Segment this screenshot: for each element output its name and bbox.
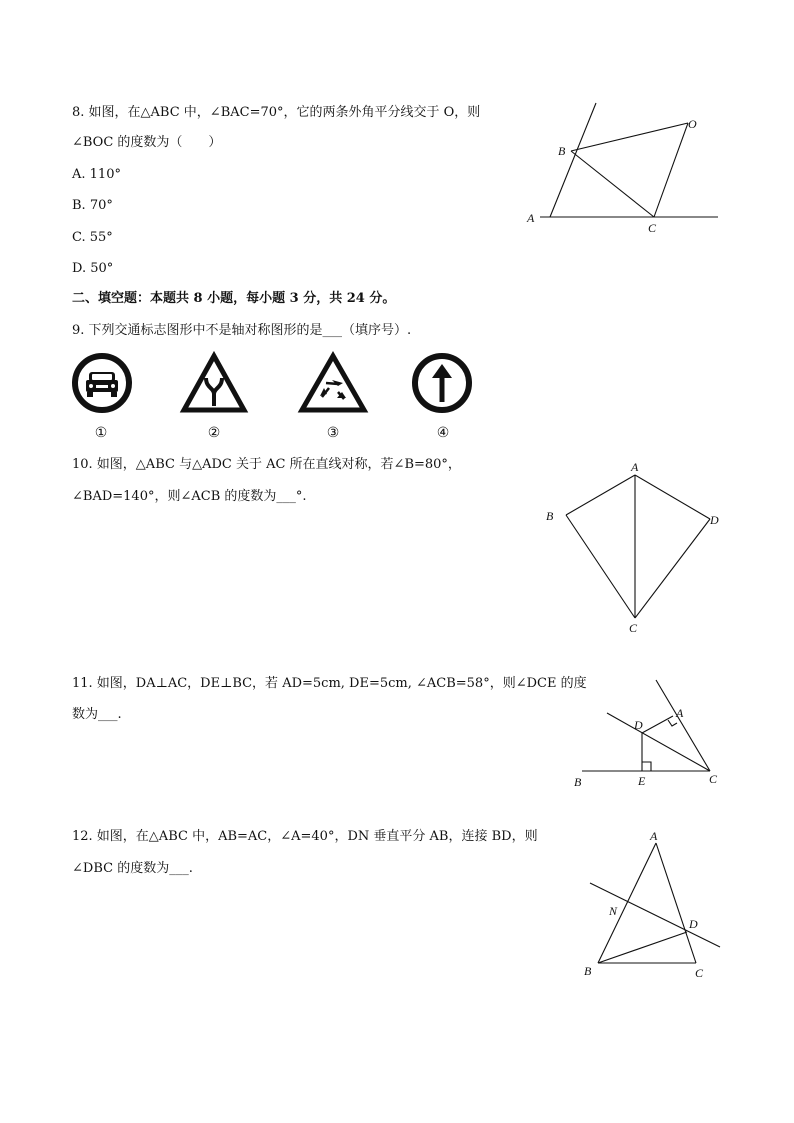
q10-line-dc (635, 519, 710, 618)
q9-stem: 9. 下列交通标志图形中不是轴对称图形的是___（填序号）. (72, 323, 412, 338)
q12-label-n: N (609, 904, 618, 918)
q11-figure (570, 675, 730, 795)
q8-label-o: O (688, 117, 697, 131)
q8-line-oc (654, 123, 688, 217)
q8-option-d: D. 50° (72, 261, 114, 276)
q8-label-b: B (558, 144, 566, 158)
sign-label-3: ③ (326, 425, 340, 441)
q8-stem-line2: ∠BOC 的度数为（ ） (72, 135, 222, 150)
q12-label-c: C (695, 966, 704, 980)
q10-label-d: D (710, 513, 719, 527)
q11-line-ca-extended (656, 680, 710, 771)
q10-label-b: B (546, 509, 554, 523)
q12-stem-line2: ∠DBC 的度数为___. (72, 861, 193, 876)
q10-label-a: A (631, 460, 639, 474)
q8-line-bo (571, 123, 688, 151)
q11-line-da (642, 716, 673, 733)
q12-figure (580, 825, 730, 985)
q10-stem-line2: ∠BAD=140°，则∠ACB 的度数为___°. (72, 489, 307, 504)
q11-label-c: C (709, 772, 718, 786)
q8-figure (520, 95, 730, 240)
q11-label-e: E (638, 774, 646, 788)
q8-option-c: C. 55° (72, 230, 113, 245)
q8-label-c: C (648, 221, 657, 235)
sign-label-1: ① (94, 425, 108, 441)
y-fork-sign-icon (180, 352, 248, 414)
q10-line-ad (635, 475, 710, 519)
q8-option-b: B. 70° (72, 198, 113, 213)
q11-stem-line2: 数为___. (72, 707, 122, 722)
q8-stem-line1: 8. 如图，在△ABC 中，∠BAC=70°，它的两条外角平分线交于 O，则 (72, 105, 481, 120)
q11-right-angle-a (668, 720, 677, 726)
section-2-heading: 二、填空题：本题共 8 小题，每小题 3 分，共 24 分。 (72, 291, 396, 306)
q12-label-d: D (689, 917, 698, 931)
q10-label-c: C (629, 621, 638, 635)
car-sign-icon (70, 352, 136, 418)
q10-line-bc (566, 515, 635, 618)
q8-line-bc (571, 151, 654, 217)
q11-label-b: B (574, 775, 582, 789)
q11-label-d: D (634, 718, 643, 732)
q12-line-ab (598, 843, 656, 963)
q11-line-dc (607, 713, 710, 771)
q8-label-a: A (527, 211, 535, 225)
q12-stem-line1: 12. 如图，在△ABC 中，AB=AC，∠A=40°，DN 垂直平分 AB，连接 BD，则 (72, 829, 538, 844)
q12-line-bd (598, 932, 687, 963)
q11-label-a: A (676, 706, 684, 720)
q11-right-angle-e (642, 762, 651, 771)
q12-label-a: A (650, 829, 658, 843)
q8-line-ab-extended (550, 103, 596, 217)
q10-stem-line1: 10. 如图，△ABC 与△ADC 关于 AC 所在直线对称，若∠B=80°， (72, 457, 461, 472)
q10-figure (538, 455, 728, 640)
q12-label-b: B (584, 964, 592, 978)
roundabout-sign-icon (298, 352, 368, 414)
up-arrow-sign-icon (410, 352, 476, 418)
sign-label-2: ② (207, 425, 221, 441)
q10-line-ab (566, 475, 635, 515)
sign-label-4: ④ (436, 425, 450, 441)
q11-stem-line1: 11. 如图，DA⊥AC，DE⊥BC，若 AD=5cm, DE=5cm, ∠ACB=58°，则∠DCE 的度 (72, 676, 587, 691)
q8-option-a: A. 110° (72, 167, 121, 182)
q12-line-ac (656, 843, 696, 963)
